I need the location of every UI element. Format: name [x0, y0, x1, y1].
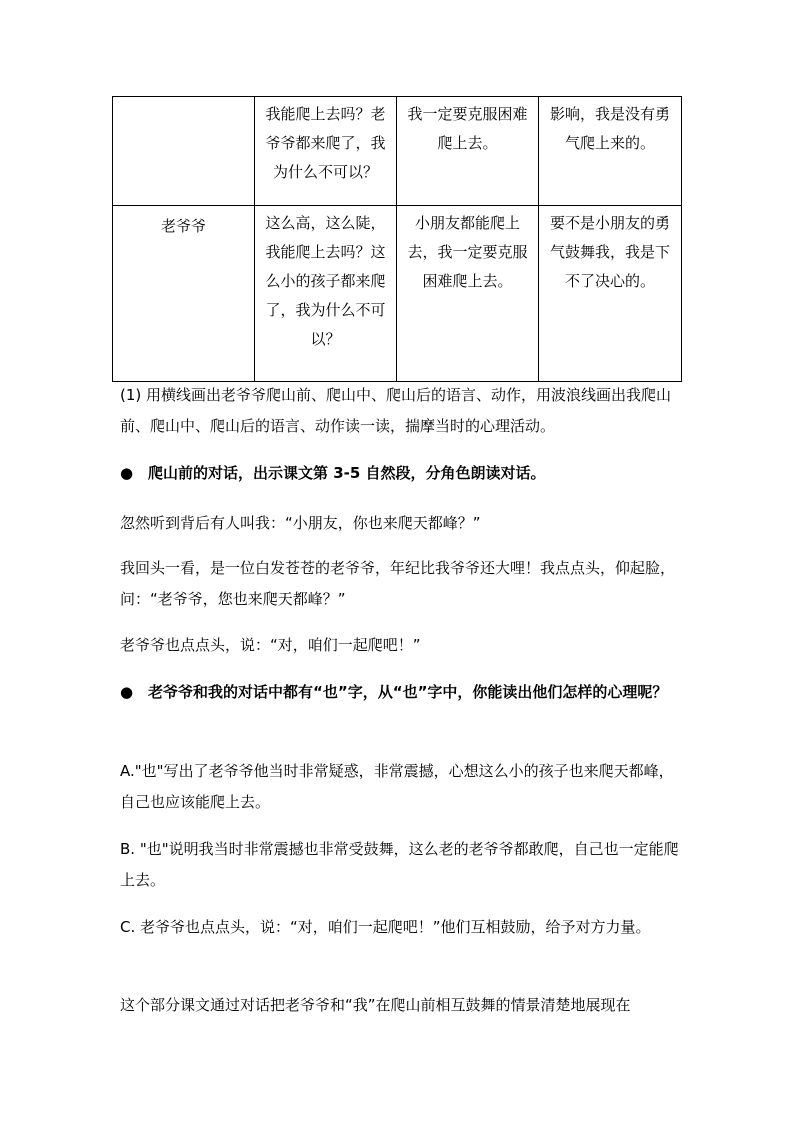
table-cell: 要不是小朋友的勇气鼓舞我，我是下不了决心的。	[539, 206, 682, 382]
table-cell: 影响，我是没有勇气爬上来的。	[539, 97, 682, 206]
bullet-text: 老爷爷和我的对话中都有“也”字，从“也”字中，你能读出他们怎样的心理呢？	[148, 683, 668, 701]
option-c: C. 老爷爷也点点头，说：“对，咱们一起爬吧！”他们互相鼓励，给予对方力量。	[120, 918, 651, 936]
summary-paragraph: 这个部分课文通过对话把老爷爷和“我”在爬山前相互鼓舞的情景清楚地展现在	[120, 996, 631, 1014]
table-cell-character-name: 老爷爷	[113, 206, 255, 382]
dialog-line: 老爷爷也点点头，说：“对，咱们一起爬吧！”	[120, 636, 421, 654]
option-b: B. "也"说明我当时非常震撼也非常受鼓舞，这么老的老爷爷都敢爬，自己也一定能爬上去。	[120, 840, 679, 889]
bullet-item	[120, 676, 682, 709]
table-row	[113, 97, 682, 206]
table-cell	[113, 97, 255, 206]
table-cell: 小朋友都能爬上去，我一定要克服困难爬上去。	[397, 206, 539, 382]
table-row	[113, 206, 682, 382]
table-cell: 这么高，这么陡，我能爬上去吗？这么小的孩子都来爬了，我为什么不可以？	[255, 206, 397, 382]
dialog-line: 我回头一看，是一位白发苍苍的老爷爷，年纪比我爷爷还大哩！我点点头，仰起脸，问：“老爷爷，您也来爬天都峰？”	[120, 559, 676, 608]
bullet-dot-icon: ●	[120, 464, 134, 482]
bullet-text: 爬山前的对话，出示课文第 3-5 自然段，分角色朗读对话。	[148, 464, 546, 482]
bullet-item	[120, 457, 682, 490]
table-cell: 我能爬上去吗？老爷爷都来爬了，我为什么不可以？	[255, 97, 397, 206]
option-a: A."也"写出了老爷爷他当时非常疑惑，非常震撼，心想这么小的孩子也来爬天都峰，自己也应该能爬上去。	[120, 762, 674, 811]
bullet-dot-icon: ●	[120, 683, 134, 701]
table-cell: 我一定要克服困难爬上去。	[397, 97, 539, 206]
dialog-line: 忽然听到背后有人叫我：“小朋友，你也来爬天都峰？”	[120, 514, 481, 532]
character-table	[112, 96, 682, 382]
task-instruction: (1) 用横线画出老爷爷爬山前、爬山中、爬山后的语言、动作，用波浪线画出我爬山前、爬山中、爬山后的语言、动作读一读，揣摩当时的心理活动。	[120, 386, 672, 435]
